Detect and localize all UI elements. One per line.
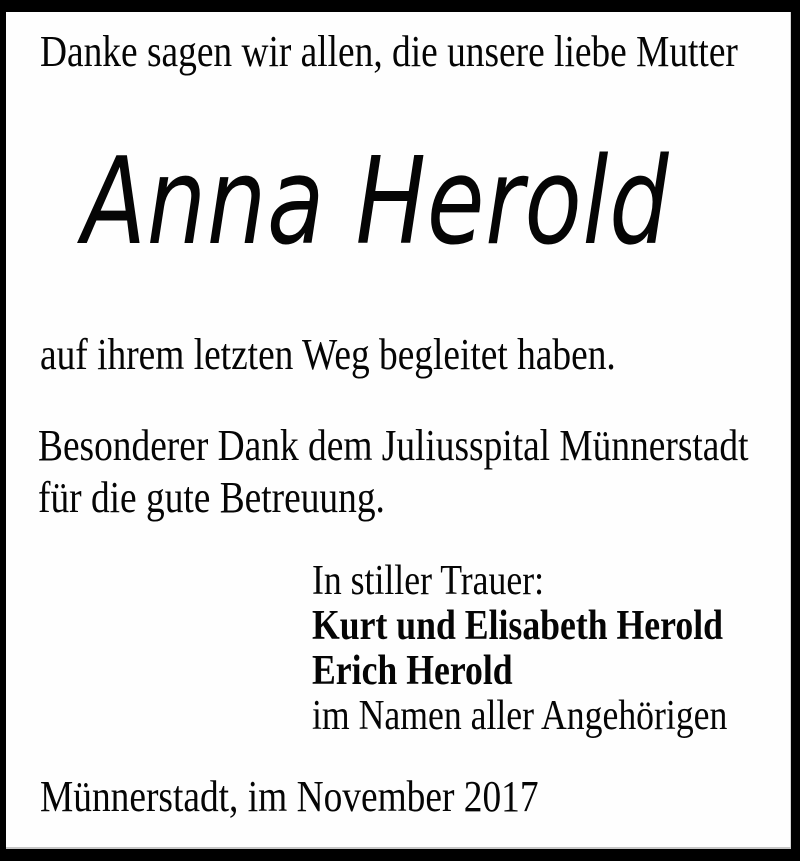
after-name-line: auf ihrem letzten Weg begleitet haben. xyxy=(40,330,616,379)
signature-block xyxy=(312,559,727,739)
deceased-name: Anna Herold xyxy=(82,133,670,272)
intro-line: Danke sagen wir allen, die unsere liebe Mutter xyxy=(40,27,738,76)
mourner-name-2: Erich Herold xyxy=(312,648,513,694)
mourners-suffix: im Namen aller Angehörigen xyxy=(312,693,728,739)
mourner-name-1: Kurt und Elisabeth Herold xyxy=(312,603,723,649)
place-date-line: Münnerstadt, im November 2017 xyxy=(40,772,539,821)
thanks-line-1: Besonderer Dank dem Juliusspital Münnerstadt xyxy=(38,421,749,470)
thanks-line-2: für die gute Betreuung. xyxy=(38,473,385,522)
mourning-label: In stiller Trauer: xyxy=(312,558,545,604)
thanks-paragraph xyxy=(38,420,748,524)
